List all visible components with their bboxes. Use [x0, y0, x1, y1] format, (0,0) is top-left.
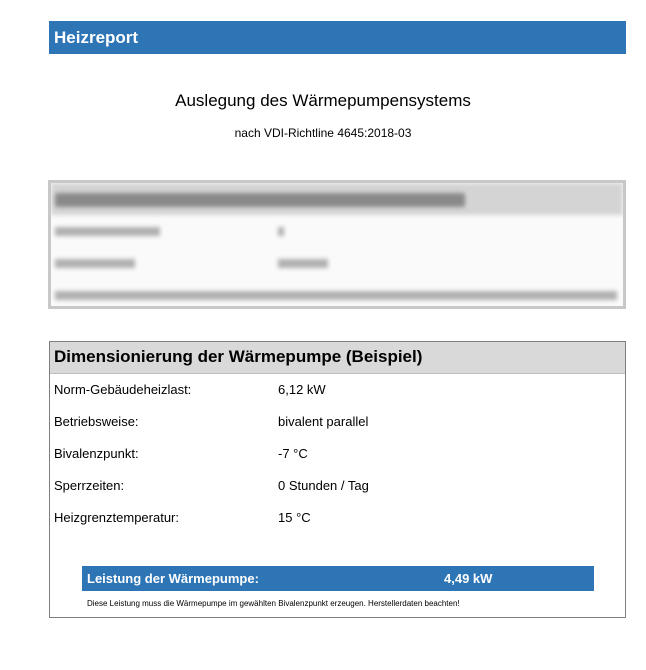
result-bar: [82, 566, 594, 591]
dimensionierung-section: [49, 341, 626, 618]
row-label: Sperrzeiten:: [54, 478, 125, 493]
report-header-bar: [49, 21, 626, 54]
blurred-row: [51, 279, 623, 309]
row-value: -7 °C: [278, 446, 308, 461]
row-betriebsweise: [50, 414, 625, 434]
row-heizgrenztemperatur: [50, 510, 625, 530]
blurred-content: [51, 183, 623, 309]
result-value: 4,49 kW: [444, 571, 493, 586]
result-label: Leistung der Wärmepumpe:: [87, 571, 259, 586]
result-footnote: Diese Leistung muss die Wärmepumpe im gewählten Bivalenzpunkt erzeugen. Herstellerdaten beachten!: [87, 599, 460, 608]
blurred-row: [51, 215, 623, 247]
row-sperrzeiten: [50, 478, 625, 498]
blurred-section-header: [51, 183, 623, 215]
row-label: Bivalenzpunkt:: [54, 446, 139, 461]
document-subtitle: nach VDI-Richtline 4645:2018-03: [234, 126, 412, 140]
dimensionierung-title: Dimensionierung der Wärmepumpe (Beispiel): [54, 347, 423, 366]
row-value: 6,12 kW: [278, 382, 326, 397]
row-bivalenzpunkt: [50, 446, 625, 466]
dimensionierung-header: [50, 342, 625, 374]
row-value: 0 Stunden / Tag: [278, 478, 369, 493]
row-norm-gebaeudeheizlast: [50, 382, 625, 402]
row-value: bivalent parallel: [278, 414, 369, 429]
row-label: Betriebsweise:: [54, 414, 139, 429]
row-label: Heizgrenztemperatur:: [54, 510, 179, 525]
blurred-section: [48, 180, 626, 309]
document-title: Auslegung des Wärmepumpensystems: [175, 91, 471, 110]
blurred-row: [51, 247, 623, 279]
row-label: Norm-Gebäudeheizlast:: [54, 382, 192, 397]
row-value: 15 °C: [278, 510, 311, 525]
report-title: Heizreport: [54, 28, 139, 47]
